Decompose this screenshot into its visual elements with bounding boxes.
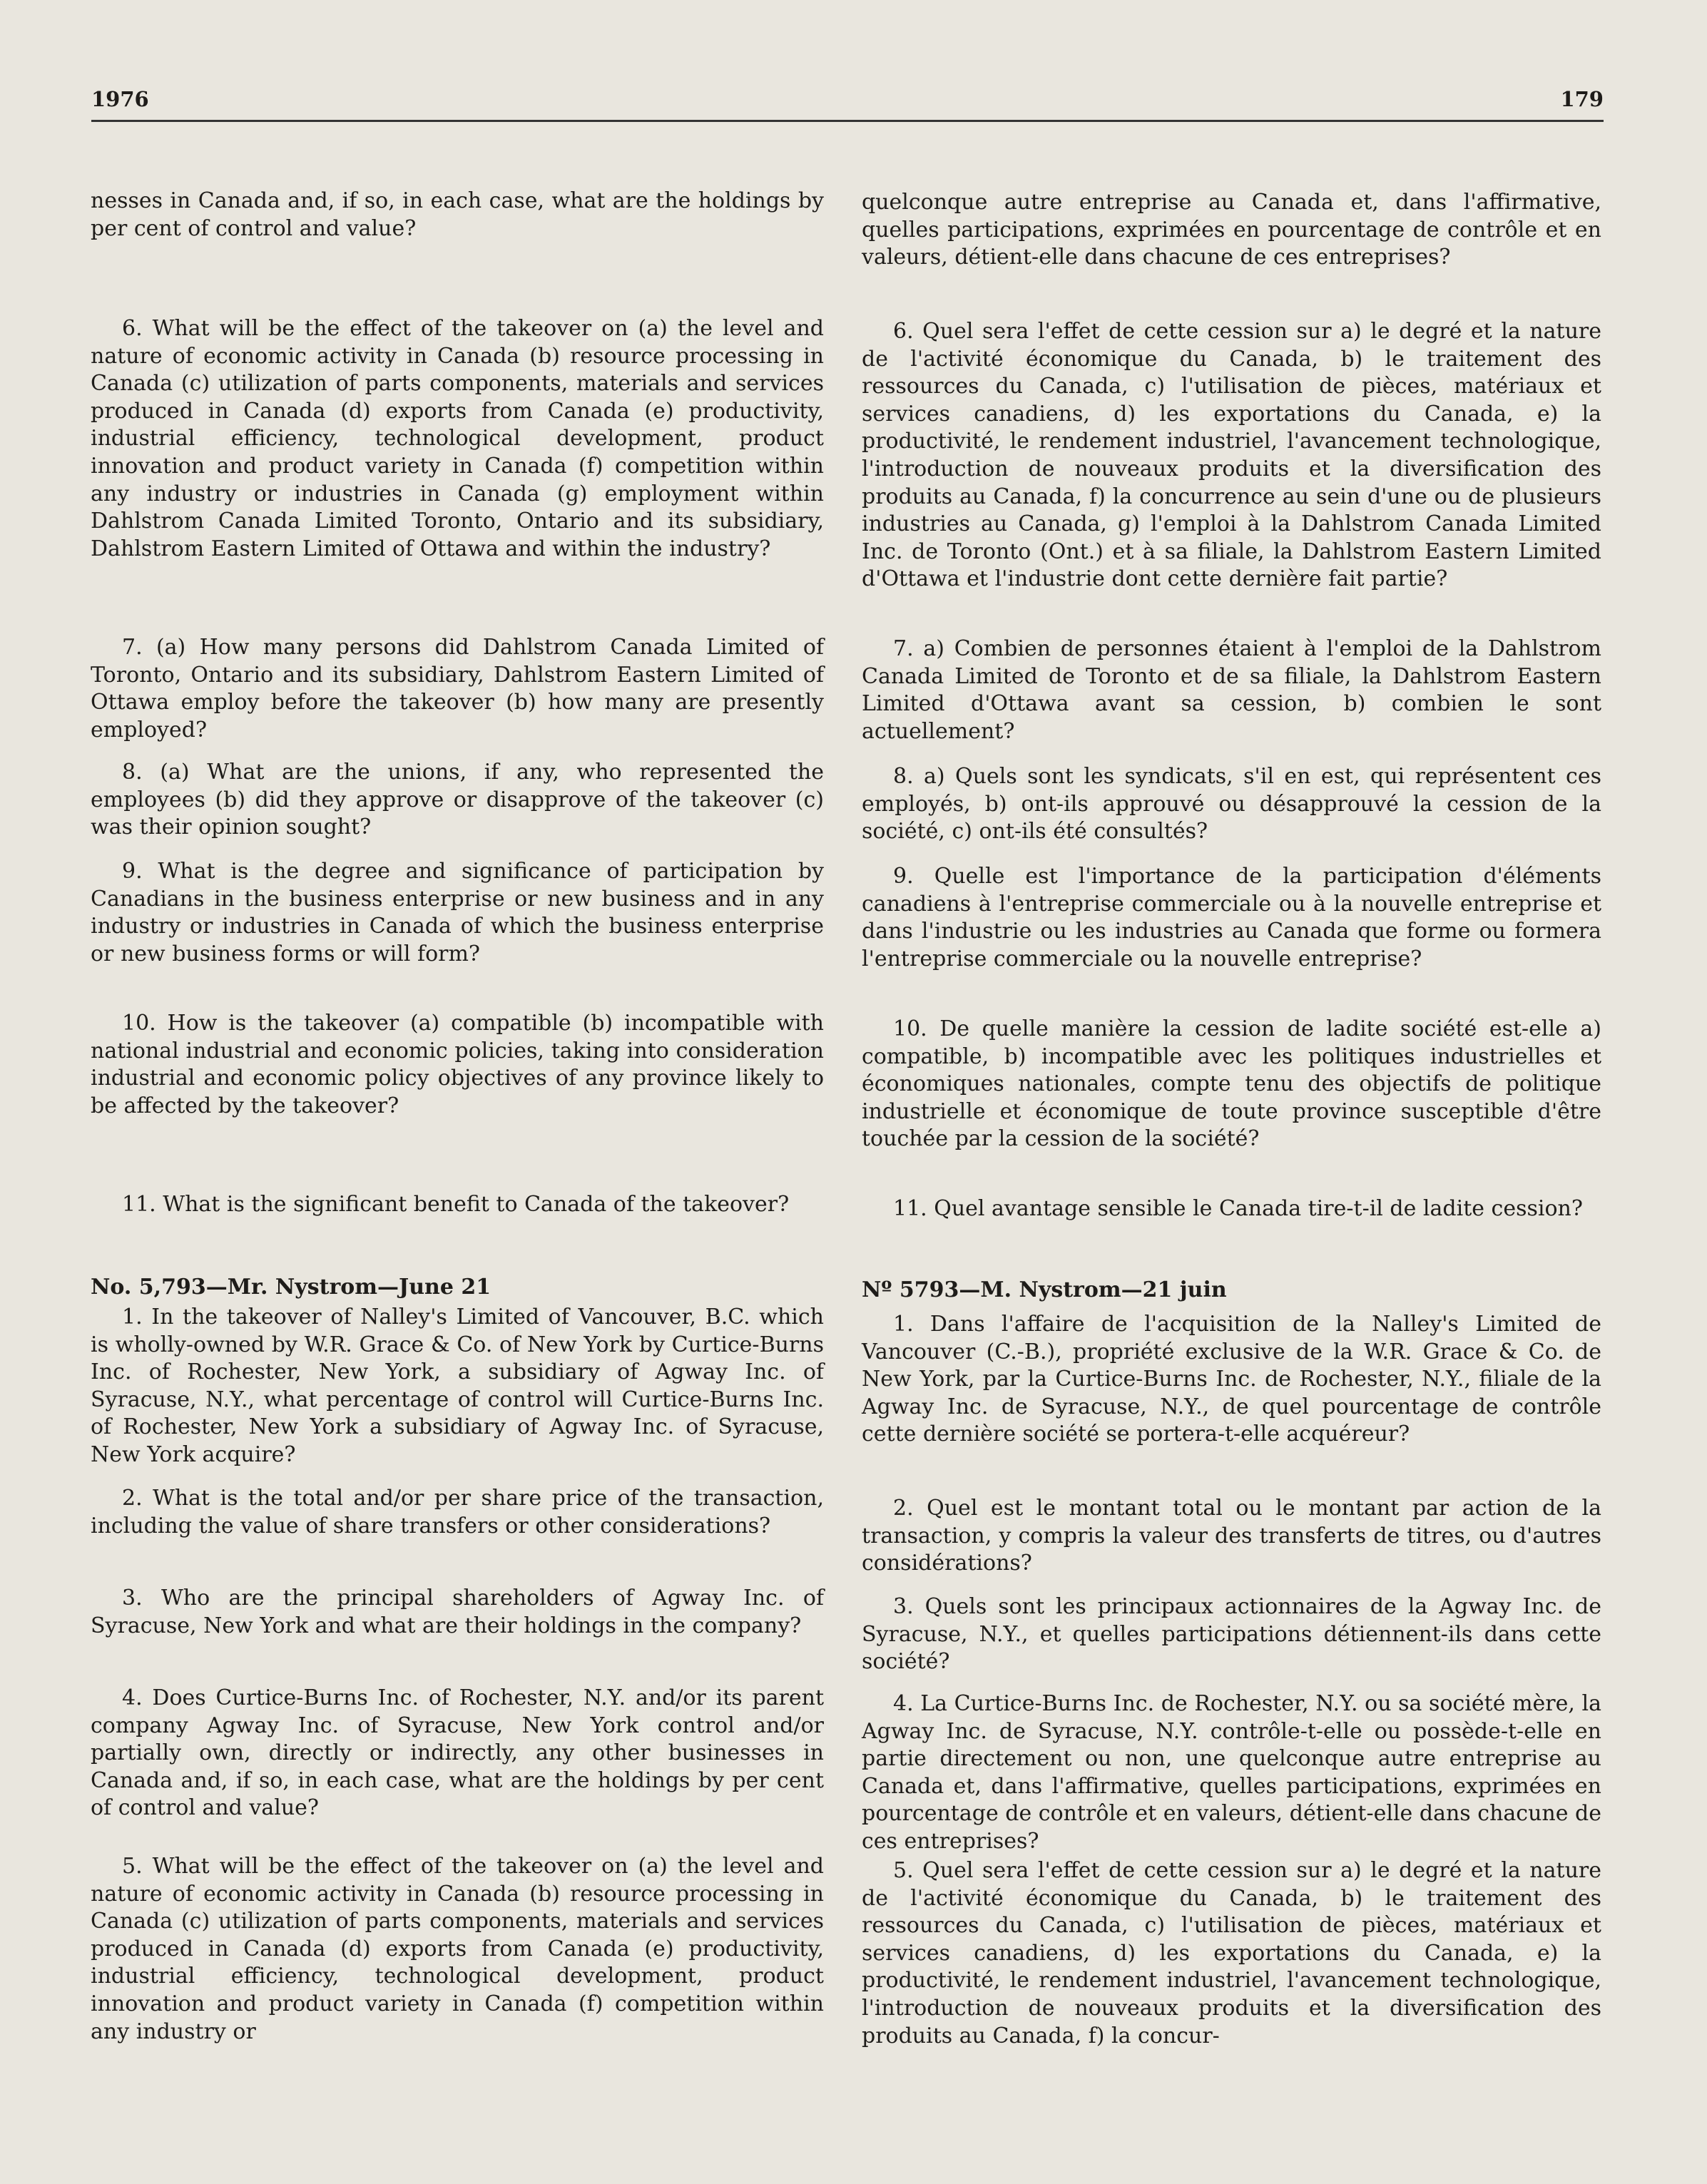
en-s2-question-1: 1. In the takeover of Nalley's Limited of Vancouver, B.C. which is wholly-owned by W.R. Grace & Co. of New York by Curtice-Burns Inc. of Rochester, New York, a subsidiary of Agway Inc. of Syracuse, N.Y., what percentage of control will Curtice-Burns Inc. of Rochester, New York a subsidiary of Agway Inc. of Syracuse, New York acquire?: [91, 1305, 824, 1467]
en-question-9: 9. What is the degree and significance of participation by Canadians in the business enterprise or new business and in any industry or industries in Canada of which the business enterprise or new business forms or will form?: [91, 859, 824, 966]
fr-question-9: 9. Quelle est l'importance de la participation d'éléments canadiens à l'entreprise commerciale ou à la nouvelle entreprise et dans l'industrie ou les industries au Canada que forme ou formera l'entreprise commerciale ou la nouvelle entreprise?: [862, 864, 1601, 971]
en-heading-no-5793: No. 5,793—Mr. Nystrom—June 21: [91, 1275, 491, 1300]
en-s2-question-4: 4. Does Curtice-Burns Inc. of Rochester, N.Y. and/or its parent company Agway Inc. of Syracuse, New York control and/or partially own, directly or indirectly, any other businesses in Canada and, if so, in each case, what are the holdings by per cent of control and value?: [91, 1685, 824, 1821]
en-question-7: 7. (a) How many persons did Dahlstrom Canada Limited of Toronto, Ontario and its subsidiary, Dahlstrom Eastern Limited of Ottawa employ before the takeover (b) how many are presently employed?: [91, 635, 824, 743]
fr-s2-question-4: 4. La Curtice-Burns Inc. de Rochester, N.Y. ou sa société mère, la Agway Inc. de Syracuse, N.Y. contrôle-t-elle ou possède-t-elle en partie directement ou non, une quelconque autre entreprise au Canada et, dans l'affirmative, quelles participations, exprimées en pourcentage de contrôle et en valeurs, détient-elle dans chacune de ces entreprises?: [862, 1691, 1601, 1854]
page-header: [91, 84, 1604, 122]
en-question-8: 8. (a) What are the unions, if any, who represented the employees (b) did they approve or disapprove of the takeover (c) was their opinion sought?: [91, 760, 824, 840]
fr-s2-question-2: 2. Quel est le montant total ou le montant par action de la transaction, y compris la valeur des transferts de titres, ou d'autres considérations?: [862, 1496, 1601, 1576]
en-s2-question-2: 2. What is the total and/or per share price of the transaction, including the value of share transfers or other considerations?: [91, 1486, 824, 1539]
en-intro-continuation: nesses in Canada and, if so, in each case, what are the holdings by per cent of control and value?: [91, 188, 824, 241]
fr-question-6: 6. Quel sera l'effet de cette cession sur a) le degré et la nature de l'activité économique du Canada, b) le traitement des ressources du Canada, c) l'utilisation de pièces, matériaux et services canadiens, d) les exportations du Canada, e) la productivité, le rendement industriel, l'avancement technologique, l'introduction de nouveaux produits et la diversification des produits au Canada, f) la concurrence au sein d'une ou de plusieurs industries au Canada, g) l'emploi à la Dahlstrom Canada Limited Inc. de Toronto (Ont.) et à sa filiale, la Dahlstrom Eastern Limited d'Ottawa et l'industrie dont cette dernière fait partie?: [862, 319, 1601, 592]
fr-question-11: 11. Quel avantage sensible le Canada tire-t-il de ladite cession?: [893, 1196, 1583, 1221]
page-number: 179: [1560, 87, 1604, 111]
fr-s2-question-5: 5. Quel sera l'effet de cette cession sur a) le degré et la nature de l'activité économique du Canada, b) le traitement des ressources du Canada, c) l'utilisation de pièces, matériaux et services canadiens, d) les exportations du Canada, e) la productivité, le rendement industriel, l'avancement technologique, l'introduction de nouveaux produits et la diversification des produits au Canada, f) la concur-: [862, 1858, 1601, 2048]
fr-question-7: 7. a) Combien de personnes étaient à l'emploi de la Dahlstrom Canada Limited de Toronto et de sa filiale, la Dahlstrom Eastern Limited d'Ottawa avant sa cession, b) combien le sont actuellement?: [862, 636, 1601, 744]
fr-question-10: 10. De quelle manière la cession de ladite société est-elle a) compatible, b) incompatible avec les politiques industrielles et économiques nationales, compte tenu des objectifs de politique industrielle et économique de toute province susceptible d'être touchée par la cession de la société?: [862, 1016, 1601, 1152]
en-question-10: 10. How is the takeover (a) compatible (b) incompatible with national industrial and economic policies, taking into consideration industrial and economic policy objectives of any province likely to be affected by the takeover?: [91, 1011, 824, 1118]
fr-s2-question-1: 1. Dans l'affaire de l'acquisition de la Nalley's Limited de Vancouver (C.-B.), propriété exclusive de la W.R. Grace & Co. de New York, par la Curtice-Burns Inc. de Rochester, N.Y., filiale de la Agway Inc. de Syracuse, N.Y., de quel pourcentage de contrôle cette dernière société se portera-t-elle acquéreur?: [862, 1312, 1601, 1447]
en-question-11: 11. What is the significant benefit to Canada of the takeover?: [122, 1192, 790, 1217]
en-s2-question-5: 5. What will be the effect of the takeover on (a) the level and nature of economic activity in Canada (b) resource processing in Canada (c) utilization of parts components, materials and services produced in Canada (d) exports from Canada (e) productivity, industrial efficiency, technological development, product innovation and product variety in Canada (f) competition within any industry or: [91, 1854, 824, 2044]
year: 1976: [91, 87, 149, 111]
en-s2-question-3: 3. Who are the principal shareholders of Agway Inc. of Syracuse, New York and what are their holdings in the company?: [91, 1586, 824, 1638]
fr-s2-question-3: 3. Quels sont les principaux actionnaires de la Agway Inc. de Syracuse, N.Y., et quelles participations détiennent-ils dans cette société?: [862, 1594, 1601, 1675]
en-question-6: 6. What will be the effect of the takeover on (a) the level and nature of economic activity in Canada (b) resource processing in Canada (c) utilization of parts components, materials and services produced in Canada (d) exports from Canada (e) productivity, industrial efficiency, technological development, product innovation and product variety in Canada (f) competition within any industry or industries in Canada (g) employment within Dahlstrom Canada Limited Toronto, Ontario and its subsidiary, Dahlstrom Eastern Limited of Ottawa and within the industry?: [91, 316, 824, 561]
fr-heading-no-5793: Nº 5793—M. Nystrom—21 juin: [862, 1277, 1227, 1302]
fr-intro-continuation: quelconque autre entreprise au Canada et, dans l'affirmative, quelles participations, exprimées en pourcentage de contrôle et en valeurs, détient-elle dans chacune de ces entreprises?: [862, 190, 1601, 270]
fr-question-8: 8. a) Quels sont les syndicats, s'il en est, qui représentent ces employés, b) ont-ils approuvé ou désapprouvé la cession de la société, c) ont-ils été consultés?: [862, 764, 1601, 844]
